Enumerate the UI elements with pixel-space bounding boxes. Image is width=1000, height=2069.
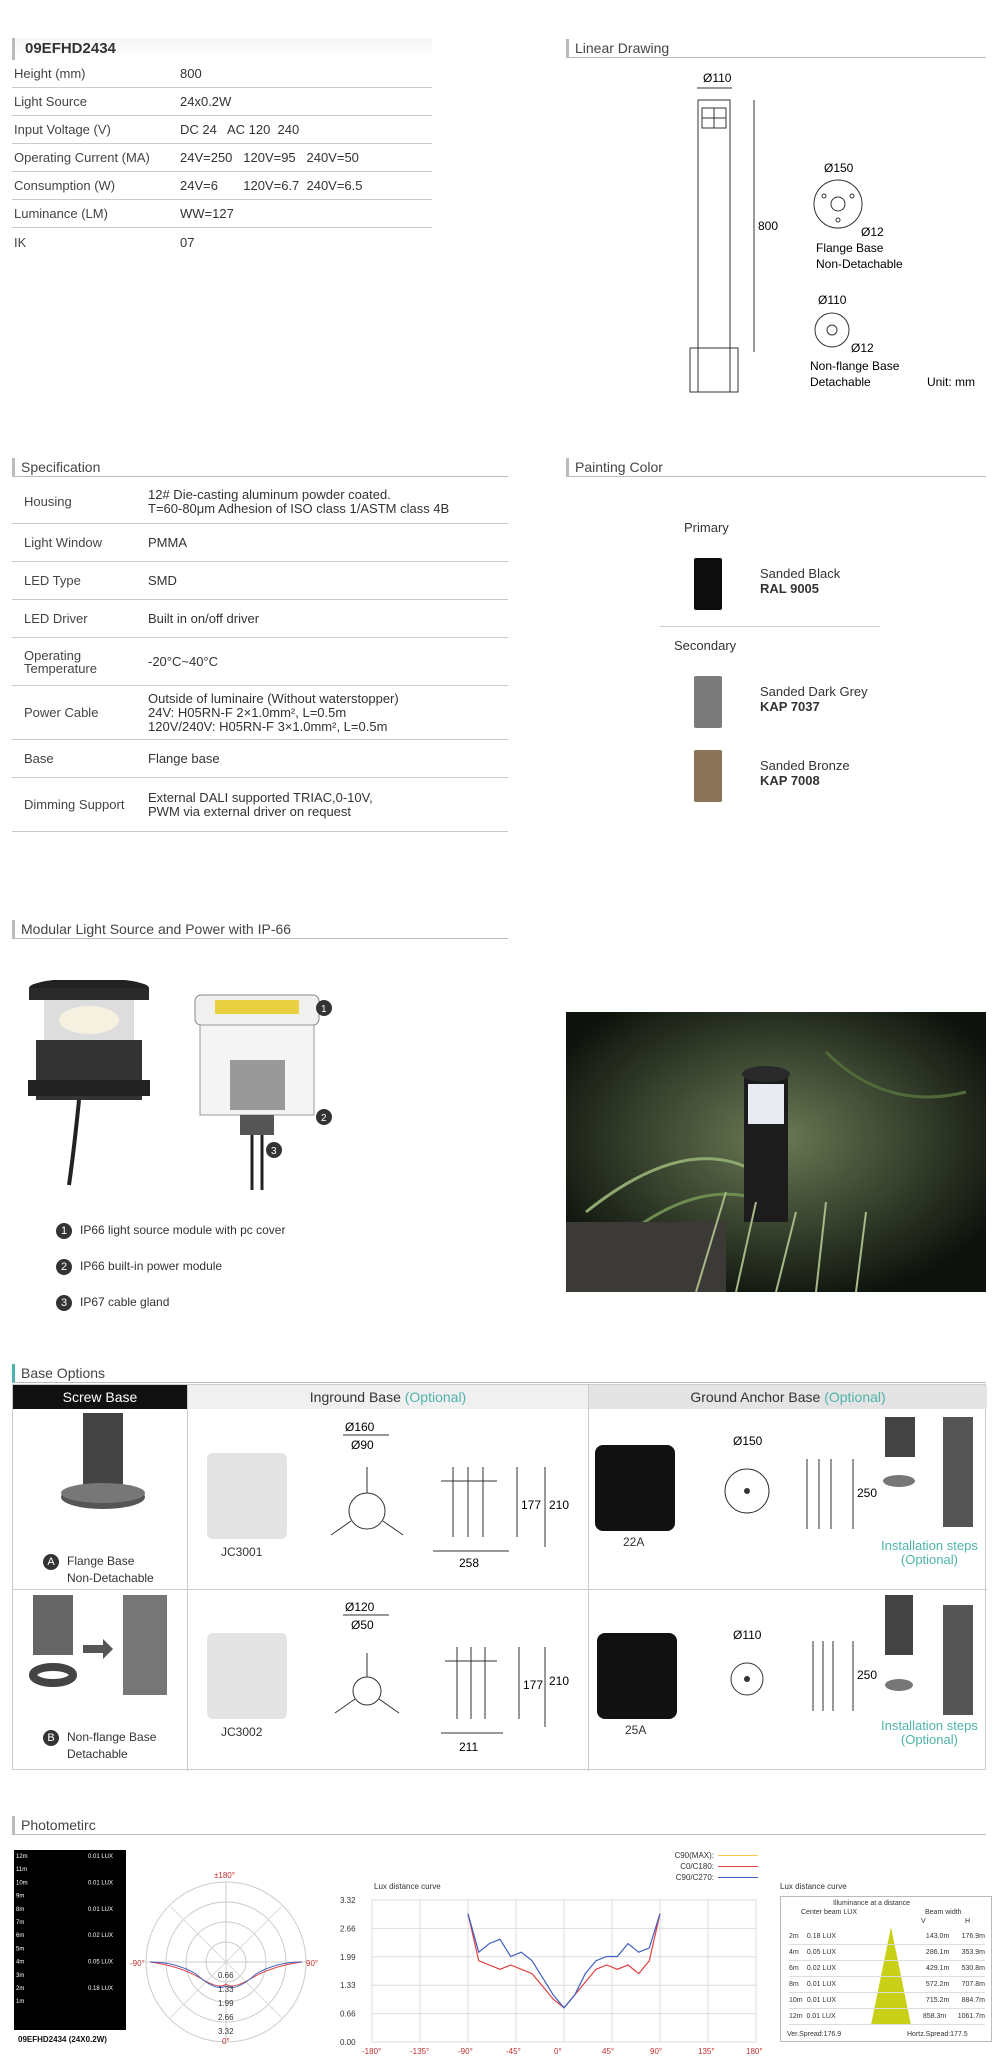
legend-item: [634, 1872, 758, 1883]
illum-row: [789, 1945, 985, 1961]
spec-value: Outside of luminaire (Without waterstopper) 24V: H05RN-F 2×1.0mm², L=0.5m 120V/240V: H05RN-F 3×1.0mm², L=0.5m: [148, 690, 399, 734]
jc3001-thumb: [207, 1453, 287, 1539]
param-value: 07: [180, 234, 195, 250]
illum-distance: 8m: [789, 1981, 799, 1988]
param-key: Input Voltage (V): [14, 122, 111, 137]
swatch-grey: [694, 676, 722, 728]
illum-rows: [789, 1929, 985, 2025]
col-divider-1: [187, 1409, 188, 1771]
illum-v: 715.2m: [925, 1997, 950, 2004]
non-flange-base-image: [23, 1595, 183, 1715]
swatch-bronze: [694, 750, 722, 802]
illum-h: 884.7m: [961, 1997, 985, 2004]
iso-row-label: 2m: [16, 1986, 25, 1992]
illum-v: 286.1m: [925, 1949, 950, 1956]
svg-text:Ø110: Ø110: [818, 293, 847, 307]
divider: [660, 626, 880, 627]
illum-h: 176.9m: [961, 1933, 985, 1940]
svg-text:211: 211: [459, 1740, 479, 1754]
legend-item: [634, 1861, 758, 1872]
y-tick-label: 2.66: [340, 1924, 356, 1934]
svg-text:250: 250: [857, 1486, 878, 1500]
illum-header-1: Illuminance at a distance: [833, 1900, 911, 1907]
svg-text:90°: 90°: [306, 1959, 319, 1968]
illum-header-2: Center beam LUX: [801, 1909, 858, 1916]
modular-title: Modular Light Source and Power with IP-66: [12, 920, 508, 939]
spec-value: SMD: [148, 572, 177, 588]
param-value: 24V=250 120V=95 240V=50: [180, 150, 359, 165]
iso-row-label: 7m: [16, 1920, 25, 1926]
model-title: 09EFHD2434: [12, 38, 432, 60]
illum-lux: 0.01 LUX: [806, 1981, 837, 1988]
iso-lux-label: 0.01 LUX: [88, 1906, 114, 1913]
iso-row-label: 8m: [16, 1906, 25, 1913]
iso-row-label: 5m: [16, 1946, 25, 1953]
lux-distance-chart: [336, 1892, 770, 2060]
polar-diagram: [130, 1866, 330, 2046]
x-tick-label: 180°: [746, 2047, 763, 2056]
param-value: WW=127: [180, 206, 234, 221]
svg-text:09EFHD2434 (24X0.2W): 09EFHD2434 (24X0.2W): [18, 2035, 107, 2044]
spec-title: Specification: [12, 458, 508, 477]
param-value: 800: [180, 66, 202, 81]
params-table: [12, 60, 432, 256]
svg-text:Ø110: Ø110: [733, 1628, 762, 1642]
y-tick-label: 3.32: [340, 1896, 356, 1905]
illum-lux: 0.18 LUX: [806, 1933, 837, 1940]
illum-row: [789, 1977, 985, 1993]
illum-distance: 6m: [789, 1965, 799, 1972]
spec-value: 12# Die-casting aluminum powder coated. T=60-80μm Adhesion of ISO class 1/ASTM class 4B: [148, 486, 450, 516]
spec-row: [12, 638, 508, 686]
illum-row: [789, 1993, 985, 2009]
hor-spread: Hortz.Spread:177.5: [907, 2031, 968, 2038]
iso-row-label: 9m: [16, 1893, 25, 1900]
illum-distance: 10m: [789, 1997, 803, 2004]
anchor-22a-label: 22A: [623, 1535, 645, 1549]
param-key: Consumption (W): [14, 178, 116, 193]
illum-lux: 0.02 LUX: [806, 1965, 837, 1972]
spec-value: -20°C~40°C: [148, 653, 219, 669]
illum-v: 143.0m: [925, 1933, 950, 1940]
color-name-black: Sanded Black RAL 9005: [760, 566, 841, 596]
param-key: Height (mm): [14, 66, 86, 81]
param-row: [12, 200, 432, 228]
illum-v: 572.2m: [925, 1981, 950, 1988]
svg-text:250: 250: [857, 1668, 878, 1682]
svg-text:Ø90: Ø90: [351, 1438, 374, 1452]
illum-title: Lux distance curve: [780, 1882, 847, 1891]
legend-swatch: [718, 1855, 758, 1856]
polar-tick: 1.33: [218, 1985, 234, 1994]
spec-row: [12, 686, 508, 740]
photometric-title: Photometirc: [12, 1816, 986, 1835]
illum-lux: 0.05 LUX: [806, 1949, 837, 1956]
color-name-bronze: Sanded Bronze KAP 7008: [760, 758, 850, 788]
svg-text:0°: 0°: [222, 2037, 230, 2046]
legend-label: C90(MAX):: [674, 1851, 714, 1860]
spec-key: Housing: [24, 494, 72, 509]
lux-chart-title: Lux distance curve: [374, 1882, 441, 1891]
polar-tick: 2.66: [218, 2013, 234, 2022]
iso-lux-label: 0.02 LUX: [88, 1933, 114, 1940]
iso-row-label: 6m: [16, 1933, 25, 1940]
param-row: [12, 228, 432, 256]
spec-value: External DALI supported TRIAC,0-10V, PWM via external driver on request: [148, 789, 373, 819]
module-image-1: [24, 980, 164, 1190]
flange-base-image: [53, 1413, 153, 1523]
y-tick-label: 1.99: [340, 1952, 356, 1962]
svg-text:Unit: mm: Unit: mm: [927, 375, 975, 389]
jc3002-label: JC3002: [221, 1725, 263, 1739]
param-row: [12, 88, 432, 116]
svg-text:Ø150: Ø150: [733, 1434, 763, 1448]
svg-text:258: 258: [459, 1556, 480, 1570]
spec-value: Built in on/off driver: [148, 610, 260, 626]
install-steps-1[interactable]: Installation steps (Optional): [881, 1538, 978, 1567]
svg-text:210: 210: [549, 1498, 570, 1512]
illum-lux: 0.01 LUX: [806, 2013, 836, 2020]
svg-text:Non-flange Base: Non-flange Base: [810, 359, 900, 373]
svg-text:Ø120: Ø120: [345, 1600, 375, 1614]
svg-text:Ø12: Ø12: [861, 225, 884, 239]
illum-distance: 2m: [789, 1933, 799, 1940]
illum-row: [789, 2009, 985, 2025]
param-value: DC 24 AC 120 240: [180, 122, 300, 137]
module-image-2: [190, 990, 340, 1190]
color-swatch: [694, 750, 722, 802]
illuminance-table: [780, 1896, 992, 2042]
iso-row-label: 11m: [16, 1867, 28, 1874]
svg-text:1: 1: [321, 1004, 327, 1015]
legend-swatch: [718, 1866, 758, 1867]
svg-text:Non-Detachable: Non-Detachable: [816, 257, 903, 271]
param-value: 24V=6 120V=6.7 240V=6.5: [180, 178, 363, 193]
svg-text:177: 177: [523, 1678, 544, 1692]
polar-tick: 0.66: [218, 1971, 234, 1980]
base-options-table: [12, 1384, 986, 1770]
polar-tick: 1.99: [218, 1999, 234, 2008]
legend-swatch: [718, 1877, 758, 1878]
linear-drawing-title: Linear Drawing: [566, 39, 986, 58]
anchor-22a-thumb: [595, 1445, 675, 1531]
legend-item: [634, 1850, 758, 1861]
param-row: [12, 116, 432, 144]
legend-label: C90/C270:: [675, 1873, 714, 1882]
illum-h: 1061.7m: [957, 2013, 985, 2020]
svg-text:Ø110: Ø110: [703, 71, 732, 85]
iso-row-label: 12m: [16, 1854, 28, 1860]
spec-key: Base: [24, 751, 54, 766]
illum-v: 858.3m: [922, 2013, 947, 2020]
illum-header-v: V: [921, 1918, 926, 1925]
svg-text:177: 177: [521, 1498, 542, 1512]
spec-key: LED Type: [24, 573, 81, 588]
secondary-label: Secondary: [674, 638, 737, 653]
header-anchor-base: Ground Anchor Base (Optional): [588, 1385, 987, 1409]
y-tick-label: 0.66: [340, 2009, 356, 2019]
non-flange-base-label: B Non-flange Base Detachable: [43, 1729, 156, 1762]
header-inground-base: Inground Base (Optional): [187, 1385, 588, 1409]
x-tick-label: -135°: [410, 2047, 430, 2056]
param-row: [12, 144, 432, 172]
illum-row: [789, 1961, 985, 1977]
spec-row: [12, 740, 508, 778]
param-row: [12, 60, 432, 88]
param-key: Light Source: [14, 94, 87, 109]
param-row: [12, 172, 432, 200]
module-item-2: 2 IP66 built-in power module: [56, 1248, 285, 1284]
inground-drawing-2: [313, 1597, 583, 1767]
linear-drawing: [566, 60, 1000, 400]
ver-spread: Ver.Spread:176.9: [787, 2031, 842, 2038]
primary-label: Primary: [684, 520, 729, 535]
iso-row-label: 1m: [16, 1999, 25, 2006]
spec-table: [12, 480, 508, 832]
flange-base-label: A Flange Base Non-Detachable: [43, 1553, 154, 1586]
spec-row: [12, 524, 508, 562]
svg-text:Ø12: Ø12: [851, 341, 874, 355]
isolux-diagram: [14, 1850, 126, 2044]
svg-text:±180°: ±180°: [214, 1871, 235, 1880]
anchor-25a-thumb: [597, 1633, 677, 1719]
x-tick-label: 90°: [650, 2047, 663, 2056]
jc3001-label: JC3001: [221, 1545, 263, 1559]
illum-row: [789, 1929, 985, 1945]
jc3002-thumb: [207, 1633, 287, 1719]
garden-photo: [566, 1012, 986, 1292]
module-item-3: 3 IP67 cable gland: [56, 1284, 285, 1320]
iso-row-label: 4m: [16, 1959, 25, 1966]
iso-lux-label: 0.18 LUX: [88, 1986, 114, 1992]
y-tick-label: 1.33: [340, 1981, 356, 1991]
svg-text:-90°: -90°: [130, 1959, 145, 1968]
anchor-25a-label: 25A: [625, 1723, 647, 1737]
painting-title: Painting Color: [566, 458, 986, 477]
x-tick-label: 135°: [698, 2047, 715, 2056]
color-name-grey: Sanded Dark Grey KAP 7037: [760, 684, 868, 714]
inground-drawing-1: [313, 1417, 583, 1582]
svg-text:Ø150: Ø150: [824, 161, 854, 175]
x-tick-label: 45°: [602, 2047, 615, 2056]
row-divider: [13, 1589, 987, 1590]
polar-tick: 3.32: [218, 2027, 234, 2036]
spec-key: Power Cable: [24, 705, 99, 720]
color-swatch: [694, 558, 722, 610]
spec-row: [12, 600, 508, 638]
param-key: IK: [14, 234, 27, 250]
lux-legend: [634, 1850, 758, 1883]
param-key: Operating Current (MA): [14, 150, 150, 165]
spec-row: [12, 778, 508, 832]
x-tick-label: -90°: [458, 2047, 473, 2056]
svg-text:3: 3: [271, 1146, 277, 1157]
spec-row: [12, 480, 508, 524]
illum-distance: 12m: [789, 2013, 803, 2020]
color-swatch: [694, 676, 722, 728]
spec-key: Light Window: [24, 535, 103, 550]
x-tick-label: -45°: [506, 2047, 521, 2056]
illum-lux: 0.01 LUX: [806, 1997, 837, 2004]
illum-header-3: Beam width: [925, 1909, 962, 1916]
iso-row-label: 10m: [16, 1880, 28, 1887]
svg-text:Flange Base: Flange Base: [816, 241, 884, 255]
svg-text:2: 2: [321, 1113, 327, 1124]
iso-row-label: 3m: [16, 1972, 25, 1979]
illum-h: 530.8m: [961, 1965, 985, 1972]
spec-key: Dimming Support: [24, 797, 125, 812]
module-legend: [56, 1212, 285, 1320]
x-tick-label: -180°: [362, 2047, 382, 2056]
illum-v: 429.1m: [925, 1965, 950, 1972]
iso-lux-label: 0.01 LUX: [88, 1854, 114, 1860]
illum-h: 707.8m: [961, 1981, 985, 1988]
illum-distance: 4m: [789, 1949, 799, 1956]
module-item-1: 1 IP66 light source module with pc cover: [56, 1212, 285, 1248]
y-tick-label: 0.00: [340, 2038, 356, 2047]
svg-text:210: 210: [549, 1674, 570, 1688]
legend-label: C0/C180:: [680, 1862, 714, 1871]
illum-header-h: H: [965, 1918, 971, 1925]
svg-text:800: 800: [758, 219, 779, 233]
install-steps-2[interactable]: Installation steps (Optional): [881, 1718, 978, 1747]
svg-text:Detachable: Detachable: [810, 375, 871, 389]
param-key: Luminance (LM): [14, 206, 108, 221]
spec-value: Flange base: [148, 750, 220, 766]
spec-value: PMMA: [148, 534, 187, 550]
spec-key: LED Driver: [24, 611, 88, 626]
col-divider-2: [588, 1409, 589, 1771]
spec-key: Operating Temperature: [24, 647, 97, 676]
svg-text:Ø160: Ø160: [345, 1420, 375, 1434]
iso-lux-label: 0.05 LUX: [88, 1959, 114, 1966]
swatch-black: [694, 558, 722, 610]
svg-text:Ø50: Ø50: [351, 1618, 374, 1632]
base-options-title: Base Options: [12, 1364, 986, 1383]
header-screw-base: Screw Base: [13, 1385, 187, 1409]
x-tick-label: 0°: [554, 2047, 562, 2056]
illum-h: 353.9m: [961, 1949, 985, 1956]
iso-lux-label: 0.01 LUX: [88, 1880, 114, 1887]
spec-row: [12, 562, 508, 600]
param-value: 24x0.2W: [180, 94, 232, 109]
